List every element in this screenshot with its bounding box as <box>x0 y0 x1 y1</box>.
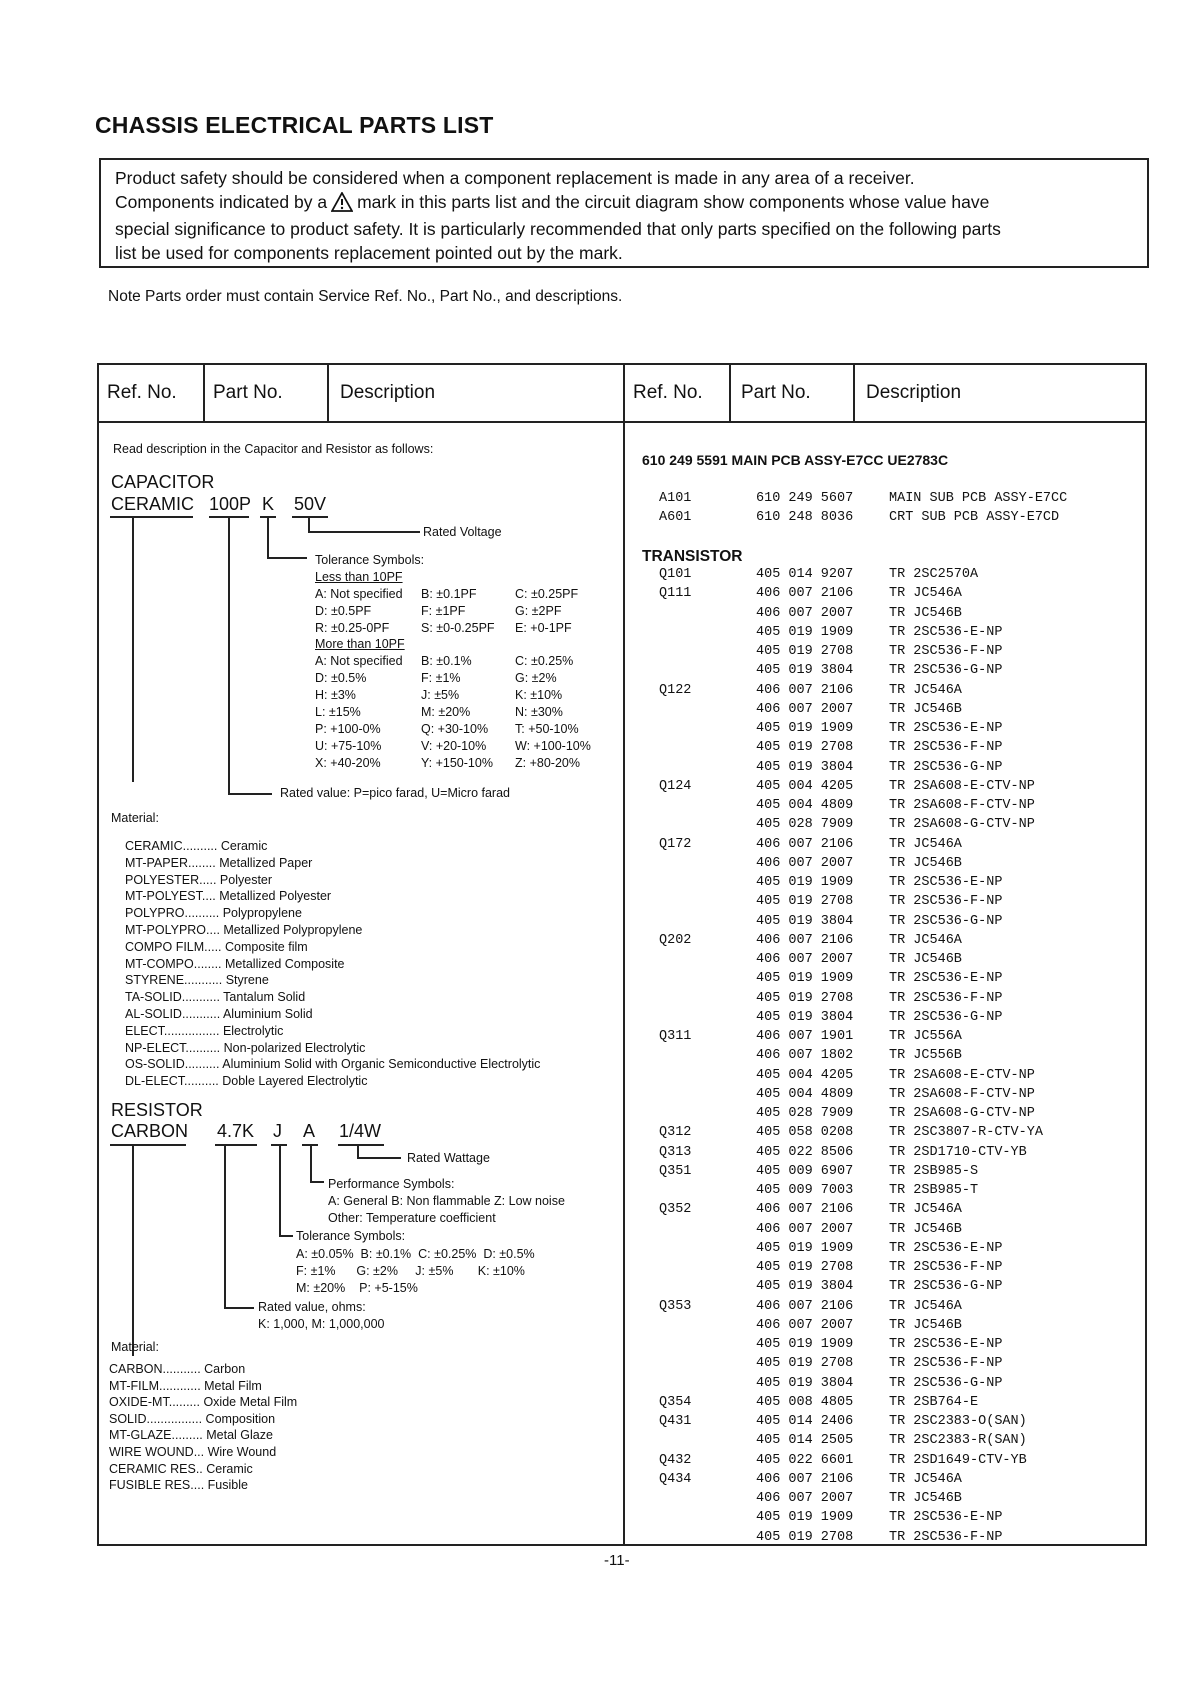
header-part-left: Part No. <box>213 382 283 403</box>
capacitor-material-item: STYRENE........... Styrene <box>125 973 269 988</box>
warning-triangle-icon <box>331 192 353 219</box>
table-row-desc: TR 2SC536-G-NP <box>889 1279 1003 1295</box>
table-row-part: 405 019 3804 <box>756 1009 854 1025</box>
res-tolerance-line-1: A: ±0.05% B: ±0.1% C: ±0.25% D: ±0.5% <box>296 1247 535 1261</box>
table-row-part: 405 019 2708 <box>756 1529 854 1545</box>
header-ref-left: Ref. No. <box>107 382 177 403</box>
table-row-ref: Q202 <box>659 932 692 948</box>
table-row-part: 405 004 4809 <box>756 1086 854 1102</box>
legend-intro: Read description in the Capacitor and Resistor as follows: <box>113 442 434 456</box>
table-row-part: 406 007 2007 <box>756 1317 854 1333</box>
resistor-material-item: CARBON........... Carbon <box>109 1362 246 1376</box>
rated-value-cap: Rated value: P=pico farad, U=Micro farad <box>280 786 510 800</box>
table-row-ref: Q352 <box>659 1202 692 1218</box>
table-row-ref: Q434 <box>659 1471 692 1487</box>
resistor-material-item: SOLID................ Composition <box>109 1411 276 1426</box>
tolerance-cell: F: ±1% <box>421 671 461 685</box>
capacitor-heading: CAPACITOR <box>111 472 215 492</box>
table-row-part: 405 019 1909 <box>756 875 854 890</box>
safety-line-3: special significance to product safety. It is particularly recommended that only parts specified on the following parts <box>115 219 1001 239</box>
tolerance-cell: D: ±0.5% <box>315 671 367 685</box>
table-row-ref: Q101 <box>659 567 692 582</box>
table-row-desc: TR 2SA608-E-CTV-NP <box>889 778 1035 794</box>
res-tolerance-line-3: M: ±20% P: +5-15% <box>296 1281 418 1295</box>
table-row-desc: TR JC546A <box>889 932 962 948</box>
table-row-desc: TR 2SC536-E-NP <box>889 875 1003 890</box>
res-code-material: CARBON <box>111 1121 189 1141</box>
cap-code-material: CERAMIC <box>111 494 195 514</box>
assy-title: 610 249 5591 MAIN PCB ASSY-E7CC UE2783C <box>642 452 949 468</box>
tolerance-cell: W: +100-10% <box>515 739 591 753</box>
capacitor-material-item: NP-ELECT.......... Non-polarized Electrolytic <box>125 1040 366 1055</box>
table-row-desc: TR 2SC536-G-NP <box>889 913 1003 929</box>
table-row-part: 405 009 6907 <box>756 1163 854 1179</box>
table-row-desc: TR JC546B <box>889 1491 962 1506</box>
table-row-ref: Q122 <box>659 682 692 698</box>
table-row-part: 406 007 2106 <box>756 836 854 852</box>
tolerance-cell: P: +100-0% <box>315 722 381 736</box>
table-row-desc: TR 2SC536-G-NP <box>889 1375 1003 1391</box>
table-row-part: 405 004 4205 <box>756 778 854 794</box>
table-row-part: 405 019 2708 <box>756 644 854 659</box>
performance-line-1: A: General B: Non flammable Z: Low noise <box>328 1194 565 1208</box>
capacitor-material-item: MT-POLYEST.... Metallized Polyester <box>125 889 332 904</box>
res-tolerance-line-2: F: ±1% G: ±2% J: ±5% K: ±10% <box>296 1264 525 1278</box>
tolerance-cell: V: +20-10% <box>421 739 487 753</box>
table-row-part: 405 019 3804 <box>756 663 854 679</box>
capacitor-material-item: CERAMIC.......... Ceramic <box>125 839 268 853</box>
table-row-desc: TR JC556A <box>889 1029 962 1044</box>
table-row-part: 405 058 0208 <box>756 1125 854 1141</box>
tolerance-cell: T: +50-10% <box>515 722 579 736</box>
table-row-desc: TR 2SC536-F-NP <box>889 740 1003 756</box>
table-row-desc: TR JC546A <box>889 682 962 698</box>
tolerance-cell: X: +40-20% <box>315 756 381 770</box>
tolerance-cell: G: ±2% <box>515 671 557 685</box>
table-row-part: 405 019 2708 <box>756 740 854 756</box>
table-row-part: 406 007 1901 <box>756 1029 854 1044</box>
table-row-desc: TR 2SA608-F-CTV-NP <box>889 1086 1035 1102</box>
assy-part: 610 248 8036 <box>756 510 854 525</box>
table-row-desc: TR 2SA608-G-CTV-NP <box>889 817 1035 833</box>
cap-code-voltage: 50V <box>294 494 327 514</box>
table-row-desc: TR 2SA608-E-CTV-NP <box>889 1067 1035 1083</box>
capacitor-material-item: POLYPRO.......... Polypropylene <box>125 906 302 921</box>
table-row-part: 405 019 3804 <box>756 1375 854 1391</box>
tolerance-cell: K: ±10% <box>515 688 563 702</box>
table-row-part: 405 019 2708 <box>756 894 854 910</box>
table-row-part: 406 007 2007 <box>756 1491 854 1506</box>
capacitor-material-item: DL-ELECT.......... Doble Layered Electrolytic <box>125 1074 368 1089</box>
tolerance-cell: C: ±0.25PF <box>515 587 579 601</box>
resistor-heading: RESISTOR <box>111 1100 203 1120</box>
tolerance-cell: F: ±1PF <box>421 604 466 618</box>
table-row-desc: TR JC556B <box>889 1048 962 1064</box>
table-row-ref: Q312 <box>659 1125 692 1141</box>
tolerance-cell: R: ±0.25-0PF <box>315 621 390 635</box>
safety-line-2 <box>115 191 1147 219</box>
table-row-part: 406 007 2007 <box>756 1221 854 1237</box>
tolerance-cell: H: ±3% <box>315 688 356 702</box>
table-row-part: 405 019 2708 <box>756 990 854 1006</box>
table-row-desc: TR 2SA608-G-CTV-NP <box>889 1106 1035 1121</box>
header-ref-right: Ref. No. <box>633 382 703 403</box>
table-row-ref: Q313 <box>659 1144 692 1160</box>
table-row-ref: Q354 <box>659 1394 692 1410</box>
assy-ref: A101 <box>659 491 692 506</box>
assy-ref: A601 <box>659 510 692 525</box>
table-row-ref: Q353 <box>659 1298 692 1314</box>
table-row-desc: TR 2SC3807-R-CTV-YA <box>889 1125 1043 1141</box>
table-row-desc: TR 2SC536-F-NP <box>889 1356 1003 1372</box>
performance-title: Performance Symbols: <box>328 1177 455 1191</box>
rated-voltage-label: Rated Voltage <box>423 525 502 539</box>
capacitor-material-item: OS-SOLID.......... Aluminium Solid with Organic Semiconductive Electrolytic <box>125 1057 541 1072</box>
capacitor-material-item: POLYESTER..... Polyester <box>125 872 273 887</box>
tolerance-cell: U: +75-10% <box>315 739 382 753</box>
less-than-10pf: Less than 10PF <box>315 570 403 584</box>
page-number: -11- <box>604 1552 630 1569</box>
table-row-desc: TR JC546A <box>889 1471 962 1487</box>
table-row-ref: Q172 <box>659 836 692 852</box>
safety-line-2b: mark in this parts list and the circuit diagram show components whose value have <box>357 191 990 212</box>
table-row-desc: TR 2SC2570A <box>889 567 979 582</box>
tolerance-cell: M: ±20% <box>421 705 471 719</box>
table-row-part: 406 007 2007 <box>756 605 854 621</box>
table-row-desc: TR 2SD1710-CTV-YB <box>889 1144 1027 1160</box>
tolerance-cell: A: Not specified <box>315 587 403 601</box>
capacitor-material-item: MT-COMPO........ Metallized Composite <box>125 956 345 971</box>
table-row-part: 405 009 7003 <box>756 1183 854 1198</box>
performance-line-2: Other: Temperature coefficient <box>328 1211 496 1225</box>
table-row-part: 406 007 2106 <box>756 932 854 948</box>
tolerance-cell: C: ±0.25% <box>515 654 574 668</box>
table-row-part: 405 019 3804 <box>756 913 854 929</box>
table-row-desc: TR 2SC536-E-NP <box>889 1510 1003 1526</box>
table-row-desc: TR 2SC536-F-NP <box>889 1260 1003 1275</box>
table-row-ref: Q351 <box>659 1163 692 1179</box>
table-row-part: 405 019 1909 <box>756 1240 854 1256</box>
table-row-part: 405 028 7909 <box>756 1106 854 1121</box>
resistor-material-item: FUSIBLE RES.... Fusible <box>109 1478 248 1493</box>
table-row-part: 405 008 4805 <box>756 1394 854 1410</box>
tolerance-cell: E: +0-1PF <box>515 621 572 635</box>
table-row-desc: TR 2SC536-F-NP <box>889 1529 1003 1545</box>
cap-code-tolerance: K <box>262 494 275 514</box>
table-row-part: 406 007 2007 <box>756 952 854 967</box>
table-row-part: 406 007 2106 <box>756 1298 854 1314</box>
table-row-ref: Q124 <box>659 778 692 794</box>
table-row-part: 405 004 4205 <box>756 1067 854 1083</box>
table-row-part: 405 019 1909 <box>756 624 854 640</box>
table-row-desc: TR JC546A <box>889 586 962 602</box>
table-row-ref: Q431 <box>659 1414 692 1429</box>
capacitor-material-item: MT-PAPER........ Metallized Paper <box>125 855 313 870</box>
table-row-desc: TR 2SC536-E-NP <box>889 1337 1003 1352</box>
table-row-part: 405 019 3804 <box>756 759 854 775</box>
table-row-ref: Q111 <box>659 586 692 602</box>
capacitor-material-item: COMPO FILM..... Composite film <box>125 939 308 954</box>
tolerance-cell: N: ±30% <box>515 705 563 719</box>
tolerance-cell: Z: +80-20% <box>515 756 580 770</box>
more-than-10pf: More than 10PF <box>315 637 405 651</box>
table-row-desc: TR 2SD1649-CTV-YB <box>889 1452 1027 1468</box>
safety-line-2a: Components indicated by a <box>115 191 328 212</box>
header-desc-left: Description <box>340 382 436 403</box>
tolerance-cell: Y: +150-10% <box>421 756 493 770</box>
tolerance-cell: S: ±0-0.25PF <box>421 621 495 635</box>
res-tolerance-title: Tolerance Symbols: <box>296 1229 406 1243</box>
table-row-desc: TR 2SC536-F-NP <box>889 644 1003 659</box>
res-code-wattage: 1/4W <box>339 1121 382 1141</box>
table-row-desc: TR 2SC536-G-NP <box>889 759 1003 775</box>
table-row-part: 405 014 9207 <box>756 567 854 582</box>
table-row-desc: TR 2SC2383-O(SAN) <box>889 1414 1027 1429</box>
resistor-material-item: CERAMIC RES.. Ceramic <box>109 1461 253 1476</box>
table-row-desc: TR 2SB985-S <box>889 1163 979 1179</box>
table-row-desc: TR 2SC536-E-NP <box>889 971 1003 987</box>
header-desc-right: Description <box>866 382 962 403</box>
tolerance-cell: Q: +30-10% <box>421 722 489 736</box>
tolerance-cell: B: ±0.1PF <box>421 587 477 601</box>
table-row-desc: TR 2SB764-E <box>889 1394 979 1410</box>
tolerance-cell: G: ±2PF <box>515 604 562 618</box>
tolerance-cell: A: Not specified <box>315 654 403 668</box>
table-row-desc: TR JC546B <box>889 952 962 967</box>
table-row-desc: TR 2SB985-T <box>889 1183 979 1198</box>
table-row-desc: TR 2SC536-F-NP <box>889 894 1003 910</box>
table-row-part: 406 007 2106 <box>756 1202 854 1218</box>
resistor-material-item: WIRE WOUND... Wire Wound <box>109 1445 277 1459</box>
table-row-ref: Q311 <box>659 1029 692 1044</box>
table-row-part: 406 007 1802 <box>756 1048 854 1064</box>
table-row-part: 406 007 2106 <box>756 586 854 602</box>
table-row-part: 405 028 7909 <box>756 817 854 833</box>
table-row-part: 405 014 2406 <box>756 1414 854 1429</box>
table-row-desc: TR 2SC536-G-NP <box>889 1009 1003 1025</box>
table-row-desc: TR 2SC536-F-NP <box>889 990 1003 1006</box>
material-heading-cap: Material: <box>111 811 159 825</box>
table-row-desc: TR JC546B <box>889 605 962 621</box>
table-row-desc: TR JC546A <box>889 1202 962 1218</box>
table-row-part: 405 019 1909 <box>756 1510 854 1526</box>
table-row-part: 405 019 1909 <box>756 971 854 987</box>
table-row-desc: TR JC546B <box>889 855 962 871</box>
order-note: Note Parts order must contain Service Ref. No., Part No., and descriptions. <box>108 288 623 305</box>
cap-tolerance-title: Tolerance Symbols: <box>315 553 425 567</box>
table-row-part: 405 019 2708 <box>756 1356 854 1372</box>
capacitor-material-item: MT-POLYPRO.... Metallized Polypropylene <box>125 923 363 937</box>
table-row-part: 406 007 2007 <box>756 701 854 717</box>
rated-value-title: Rated value, ohms: <box>258 1300 366 1314</box>
cap-code-value: 100P <box>209 494 252 514</box>
table-row-desc: TR 2SA608-F-CTV-NP <box>889 798 1035 813</box>
table-row-desc: TR JC546A <box>889 1298 962 1314</box>
tolerance-cell: J: ±5% <box>421 688 460 702</box>
resistor-material-item: MT-FILM............ Metal Film <box>109 1378 262 1393</box>
assy-desc: MAIN SUB PCB ASSY-E7CC <box>889 491 1068 506</box>
page-title: CHASSIS ELECTRICAL PARTS LIST <box>95 112 494 138</box>
assy-part: 610 249 5607 <box>756 491 854 506</box>
table-row-part: 405 004 4809 <box>756 798 854 813</box>
res-code-value: 4.7K <box>217 1121 255 1141</box>
tolerance-cell: L: ±15% <box>315 705 361 719</box>
table-row-desc: TR JC546A <box>889 836 962 852</box>
table-row-part: 405 022 6601 <box>756 1452 854 1468</box>
table-row-part: 405 019 2708 <box>756 1260 854 1275</box>
tolerance-cell: B: ±0.1% <box>421 654 472 668</box>
capacitor-material-item: AL-SOLID........... Aluminium Solid <box>125 1007 313 1021</box>
table-row-desc: TR JC546B <box>889 701 962 717</box>
table-row-part: 406 007 2106 <box>756 682 854 698</box>
table-row-part: 405 019 1909 <box>756 721 854 736</box>
resistor-material-item: MT-GLAZE......... Metal Glaze <box>109 1428 273 1443</box>
table-row-part: 405 019 1909 <box>756 1337 854 1352</box>
material-heading-res: Material: <box>111 1340 159 1354</box>
table-row-desc: TR JC546B <box>889 1221 962 1237</box>
rated-wattage-label: Rated Wattage <box>407 1151 490 1165</box>
safety-notice <box>99 158 1149 268</box>
rated-value-ohms: K: 1,000, M: 1,000,000 <box>258 1317 385 1331</box>
table-row-part: 405 022 8506 <box>756 1144 854 1160</box>
table-row-ref: Q432 <box>659 1452 692 1468</box>
table-row-part: 406 007 2106 <box>756 1471 854 1487</box>
table-row-desc: TR JC546B <box>889 1317 962 1333</box>
table-row-desc: TR 2SC536-G-NP <box>889 663 1003 679</box>
table-row-desc: TR 2SC536-E-NP <box>889 1240 1003 1256</box>
res-code-tolerance: J <box>273 1121 282 1141</box>
res-code-performance: A <box>303 1121 316 1141</box>
assy-desc: CRT SUB PCB ASSY-E7CD <box>889 510 1060 525</box>
table-row-part: 405 019 3804 <box>756 1279 854 1295</box>
capacitor-material-item: ELECT................ Electrolytic <box>125 1023 284 1038</box>
safety-line-1: Product safety should be considered when a component replacement is made in any area of a receiver. <box>115 168 915 188</box>
capacitor-material-item: TA-SOLID........... Tantalum Solid <box>125 990 306 1005</box>
safety-line-4: list be used for components replacement pointed out by the mark. <box>115 242 623 263</box>
table-row-part: 405 014 2505 <box>756 1433 854 1449</box>
table-row-desc: TR 2SC536-E-NP <box>889 721 1003 736</box>
resistor-material-item: OXIDE-MT......... Oxide Metal Film <box>109 1395 298 1410</box>
table-row-part: 406 007 2007 <box>756 855 854 871</box>
tolerance-cell: D: ±0.5PF <box>315 604 372 618</box>
table-row-desc: TR 2SC2383-R(SAN) <box>889 1433 1027 1449</box>
table-row-desc: TR 2SC536-E-NP <box>889 624 1003 640</box>
header-part-right: Part No. <box>741 382 811 403</box>
transistor-heading: TRANSISTOR <box>642 548 743 565</box>
